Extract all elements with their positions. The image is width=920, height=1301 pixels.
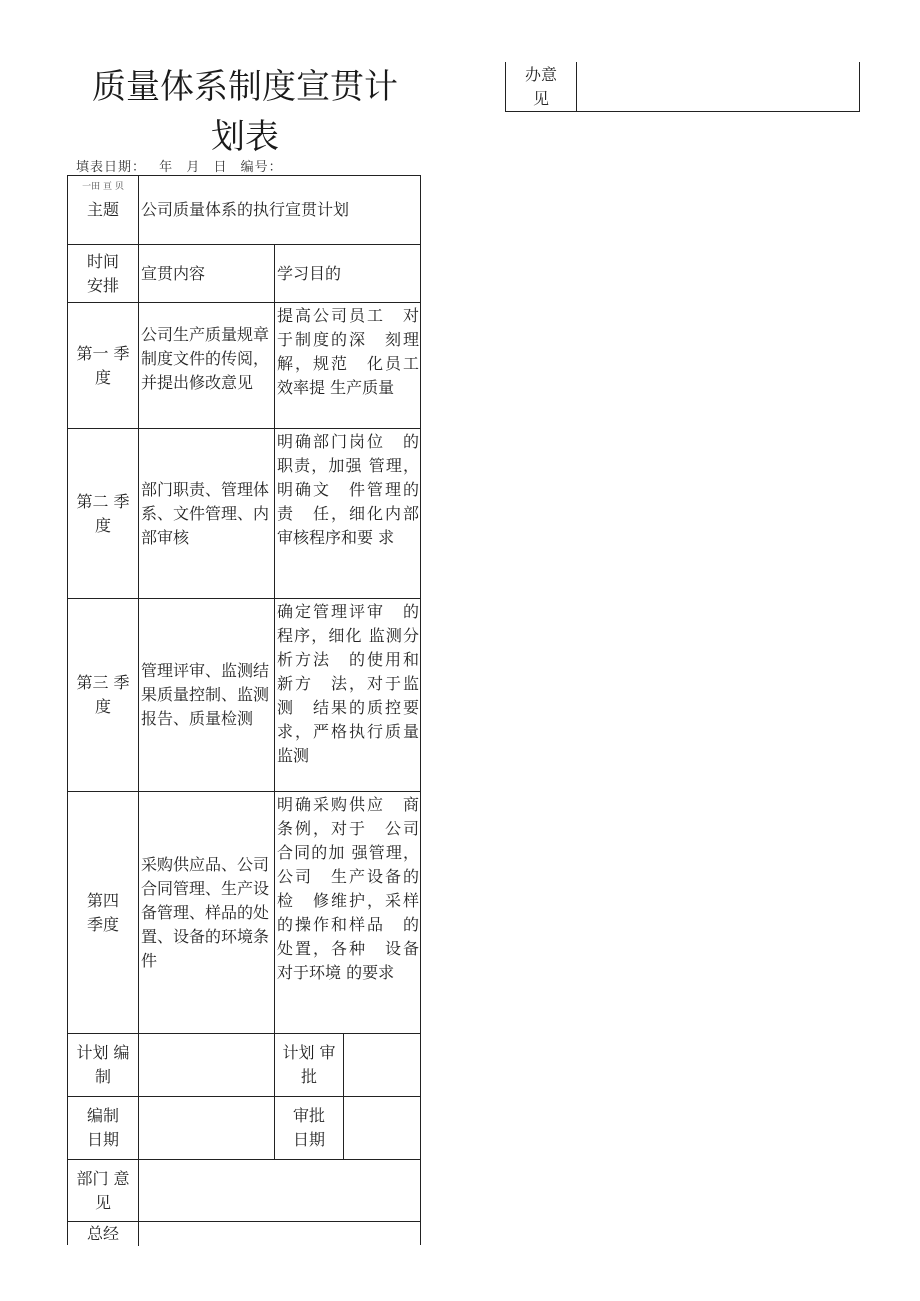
- approve-date-label: 审批日期: [292, 1106, 325, 1149]
- row-4-period: 第四季度: [86, 890, 119, 934]
- fill-date-label: 填表日期：: [76, 160, 147, 175]
- row-4-goal: 明确采购供应 商条例，对于 公司合同的加 强管理，公司 生产设备的检 修维护，采样的操作和样品 的处置，各种 设备对于环境 的要求: [277, 795, 419, 982]
- office-opinion-value[interactable]: [577, 62, 859, 111]
- plan-approve-value[interactable]: [344, 1034, 420, 1096]
- subject-value: 公司质量体系的执行宣贯计划: [141, 200, 350, 219]
- subject-label-cell: [68, 176, 138, 244]
- office-opinion-label: 办意见: [524, 64, 557, 108]
- row-3-content: 管理评审、监测结果质量控制、监测报告、质量检测: [141, 661, 270, 728]
- office-opinion-box: [505, 62, 860, 112]
- row-4-content: 采购供应品、公司合同管理、生产设备管理、样品的处置、设备的环境条件: [141, 854, 270, 970]
- row-2-goal: 明确部门岗位 的职责，加强 管理，明确文 件管理的责 任，细化内部审核程序和要 求: [277, 432, 419, 547]
- row-3-period: 第三 季度: [76, 673, 130, 716]
- row-1-period: 第一 季度: [76, 343, 130, 387]
- row-2-period: 第二 季度: [76, 491, 130, 535]
- dept-opinion-value[interactable]: [139, 1160, 420, 1221]
- header-goal: 学习目的: [277, 263, 342, 283]
- subject-small-label: 一田 亘 贝: [82, 182, 124, 192]
- gm-opinion-value[interactable]: [139, 1222, 420, 1246]
- header-content: 宣贯内容: [141, 263, 206, 283]
- row-3-goal: 确定管理评审 的程序，细化 监测分析方法 的使用和新方 法，对于监测 结果的质控要 求，严格执行质量监测: [277, 602, 436, 765]
- row-2-content: 部门职责、管理体系、文件管理、内部审核: [141, 479, 270, 547]
- approve-date-value[interactable]: [344, 1097, 420, 1159]
- header-time: 时间安排: [86, 251, 119, 295]
- prepare-date-label: 编制日期: [86, 1106, 119, 1149]
- plan-prepare-label: 计划 编制: [76, 1043, 130, 1086]
- fill-info-line: [76, 156, 291, 175]
- row-1-content: 公司生产质量规章制度文件的传阅，并提出修改意见: [141, 324, 270, 392]
- title-line-2: 划表: [211, 117, 279, 157]
- subject-label: 主题: [86, 200, 119, 219]
- fill-number-label: 编号：: [240, 160, 283, 175]
- plan-prepare-value[interactable]: [139, 1034, 274, 1096]
- dept-opinion-label: 部门 意见: [76, 1168, 130, 1212]
- prepare-date-value[interactable]: [139, 1097, 274, 1159]
- plan-table: [67, 175, 436, 1245]
- document-title: [60, 62, 430, 162]
- fill-day: 日: [213, 160, 228, 175]
- row-1-goal: 提高公司员工 对于制度的深 刻理解，规范 化员工效率提 生产质量: [277, 306, 419, 397]
- title-line-1: 质量体系制度宣贯计: [92, 67, 398, 107]
- fill-month: 月: [186, 160, 201, 175]
- gm-label: 总经: [86, 1224, 119, 1243]
- fill-year: 年: [159, 160, 174, 175]
- plan-approve-label: 计划 审批: [282, 1043, 336, 1086]
